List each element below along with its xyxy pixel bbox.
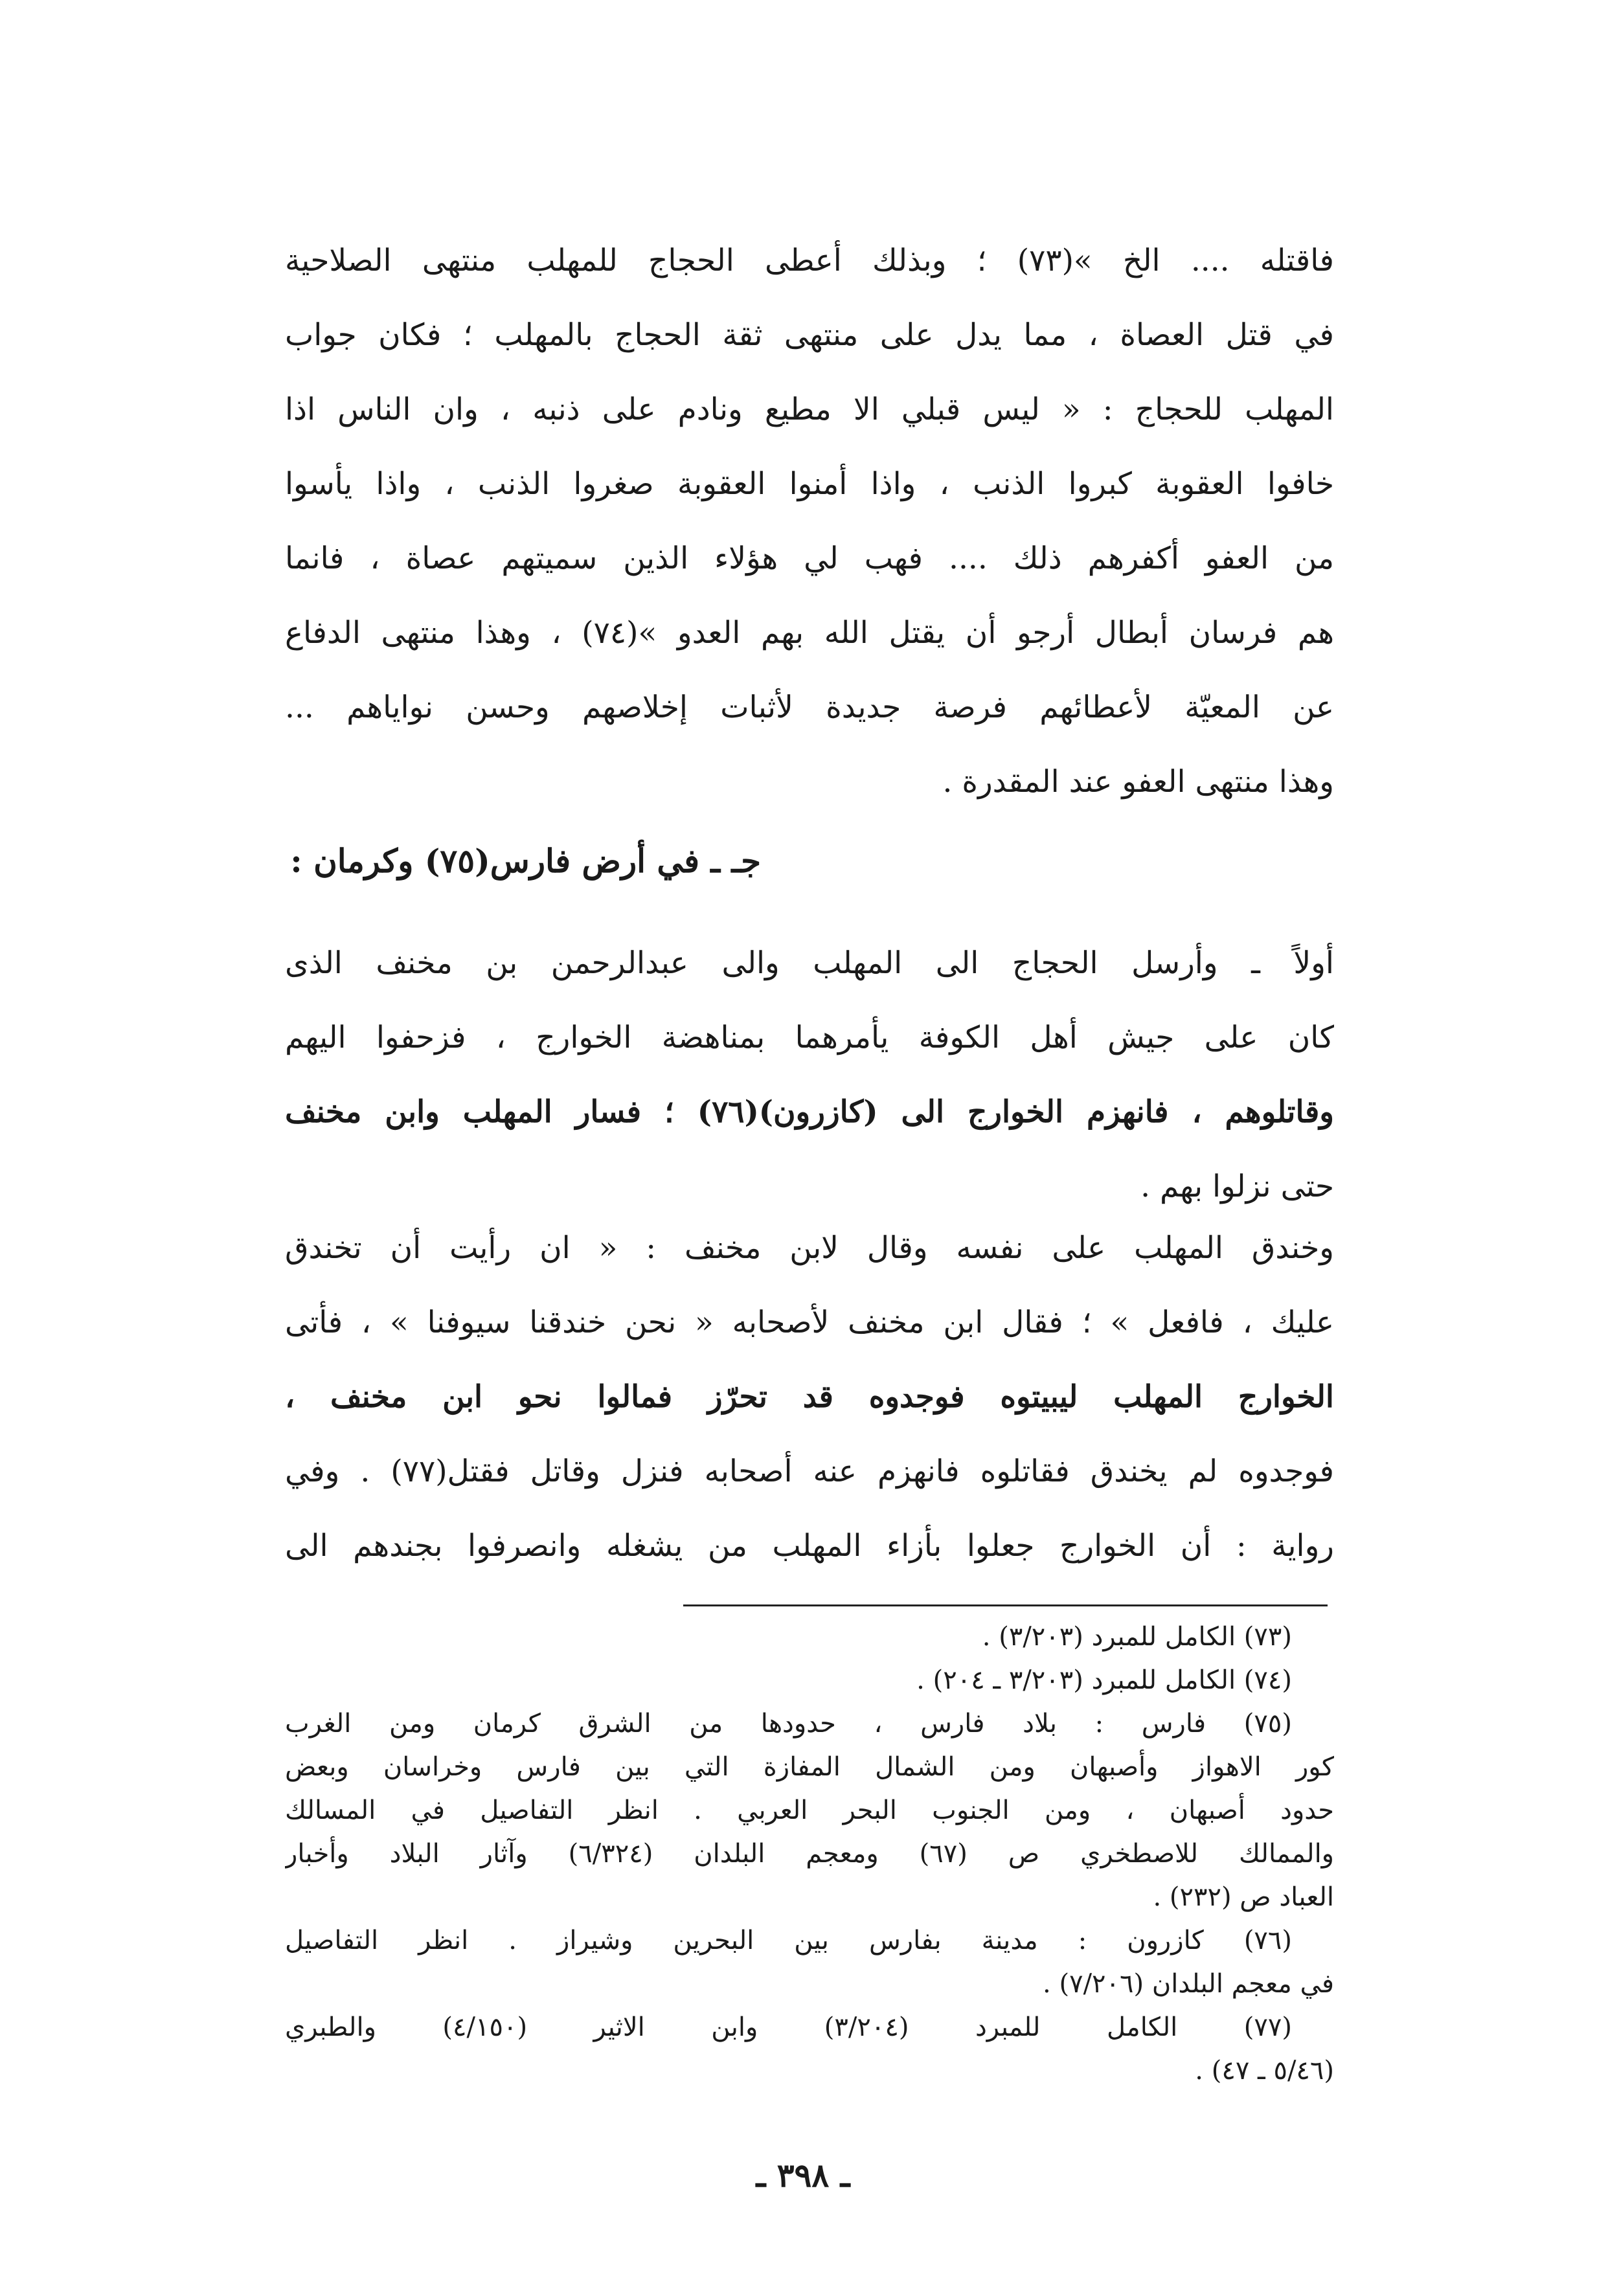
text-line: أولاً ـ وأرسل الحجاج الى المهلب والى عبدالرحمن بن مخنف الذى [285,945,1334,981]
footnote-line: كور الاهواز وأصبهان ومن الشمال المفازة التي بين فارس وخراسان وبعض [285,1752,1334,1782]
text-line: خافوا العقوبة كبروا الذنب ، واذا أمنوا العقوبة صغروا الذنب ، واذا يأسوا [285,466,1334,502]
text-line: وقاتلوهم ، فانهزم الخوارج الى (كازرون)(٧٦) ؛ فسار المهلب وابن مخنف [285,1094,1334,1130]
footnote-line: (٥/٤٦ ـ ٤٧) . [1195,2056,1334,2086]
text-line: فوجدوه لم يخندق فقاتلوه فانهزم عنه أصحابه فنزل وقاتل فقتل(٧٧) . وفي [285,1454,1334,1489]
text-line: المهلب للحجاج : « ليس قبلي الا مطيع ونادم على ذنبه ، وان الناس اذا [285,392,1334,427]
text-line: وهذا منتهى العفو عند المقدرة . [942,764,1334,800]
section-heading: جـ ـ في أرض فارس(٧٥) وكرمان : [290,842,761,880]
text-line: من العفو أكفرهم ذلك .... فهب لي هؤلاء الذين سميتهم عصاة ، فانما [285,541,1334,576]
text-line: حتى نزلوا بهم . [1140,1169,1334,1204]
footnote-line: (٧٧) الكامل للمبرد (٣/٢٠٤) وابن الاثير (٤/١٥٠) والطبري [285,2012,1292,2042]
text-line: فاقتله .... الخ »(٧٣) ؛ وبذلك أعطى الحجاج للمهلب منتهى الصلاحية [285,243,1334,278]
paragraph-first [285,926,1334,1224]
text-line: عليك ، فافعل » ؛ فقال ابن مخنف لأصحابه « نحن خندقنا سيوفنا » ، فأتى [285,1305,1334,1340]
paragraph-trench [285,1211,1334,1583]
footnotes [285,1615,1334,2093]
text-line: الخوارج المهلب ليبيتوه فوجدوه قد تحرّز فمالوا نحو ابن مخنف ، [285,1379,1334,1415]
footnote-line: (٧٣) الكامل للمبرد (٣/٢٠٣) . [982,1622,1292,1652]
text-line: في قتل العصاة ، مما يدل على منتهى ثقة الحجاج بالمهلب ؛ فكان جواب [285,317,1334,353]
footnote-line: (٧٥) فارس : بلاد فارس ، حدودها من الشرق كرمان ومن الغرب [285,1709,1292,1739]
page-number: ـ ٣٩٨ ـ [756,2156,850,2194]
footnote-line: (٧٦) كازرون : مدينة بفارس بين البحرين وشيراز . انظر التفاصيل [285,1926,1292,1955]
footnote-separator [683,1604,1328,1606]
text-line: وخندق المهلب على نفسه وقال لابن مخنف : « ان رأيت أن تخندق [285,1230,1334,1266]
footnote-line: (٧٤) الكامل للمبرد (٣/٢٠٣ ـ ٢٠٤) . [916,1665,1292,1695]
text-line: عن المعيّة لأعطائهم فرصة جديدة لأثبات إخلاصهم وحسن نواياهم ... [285,690,1334,725]
paragraph-continued [285,223,1334,819]
footnote-line: والممالك للاصطخري ص (٦٧) ومعجم البلدان (٦/٣٢٤) وآثار البلاد وأخبار [285,1839,1334,1869]
text-line: رواية : أن الخوارج جعلوا بأزاء المهلب من يشغله وانصرفوا بجندهم الى [285,1528,1334,1564]
footnote-line: في معجم البلدان (٧/٢٠٦) . [1043,1969,1334,1999]
footnote-line: العباد ص (٢٣٢) . [1153,1882,1334,1912]
text-line: كان على جيش أهل الكوفة يأمرهما بمناهضة الخوارج ، فزحفوا اليهم [285,1020,1334,1055]
text-line: هم فرسان أبطال أرجو أن يقتل الله بهم العدو »(٧٤) ، وهذا منتهى الدفاع [285,615,1334,651]
footnote-line: حدود أصبهان ، ومن الجنوب البحر العربي . انظر التفاصيل في المسالك [285,1795,1334,1825]
